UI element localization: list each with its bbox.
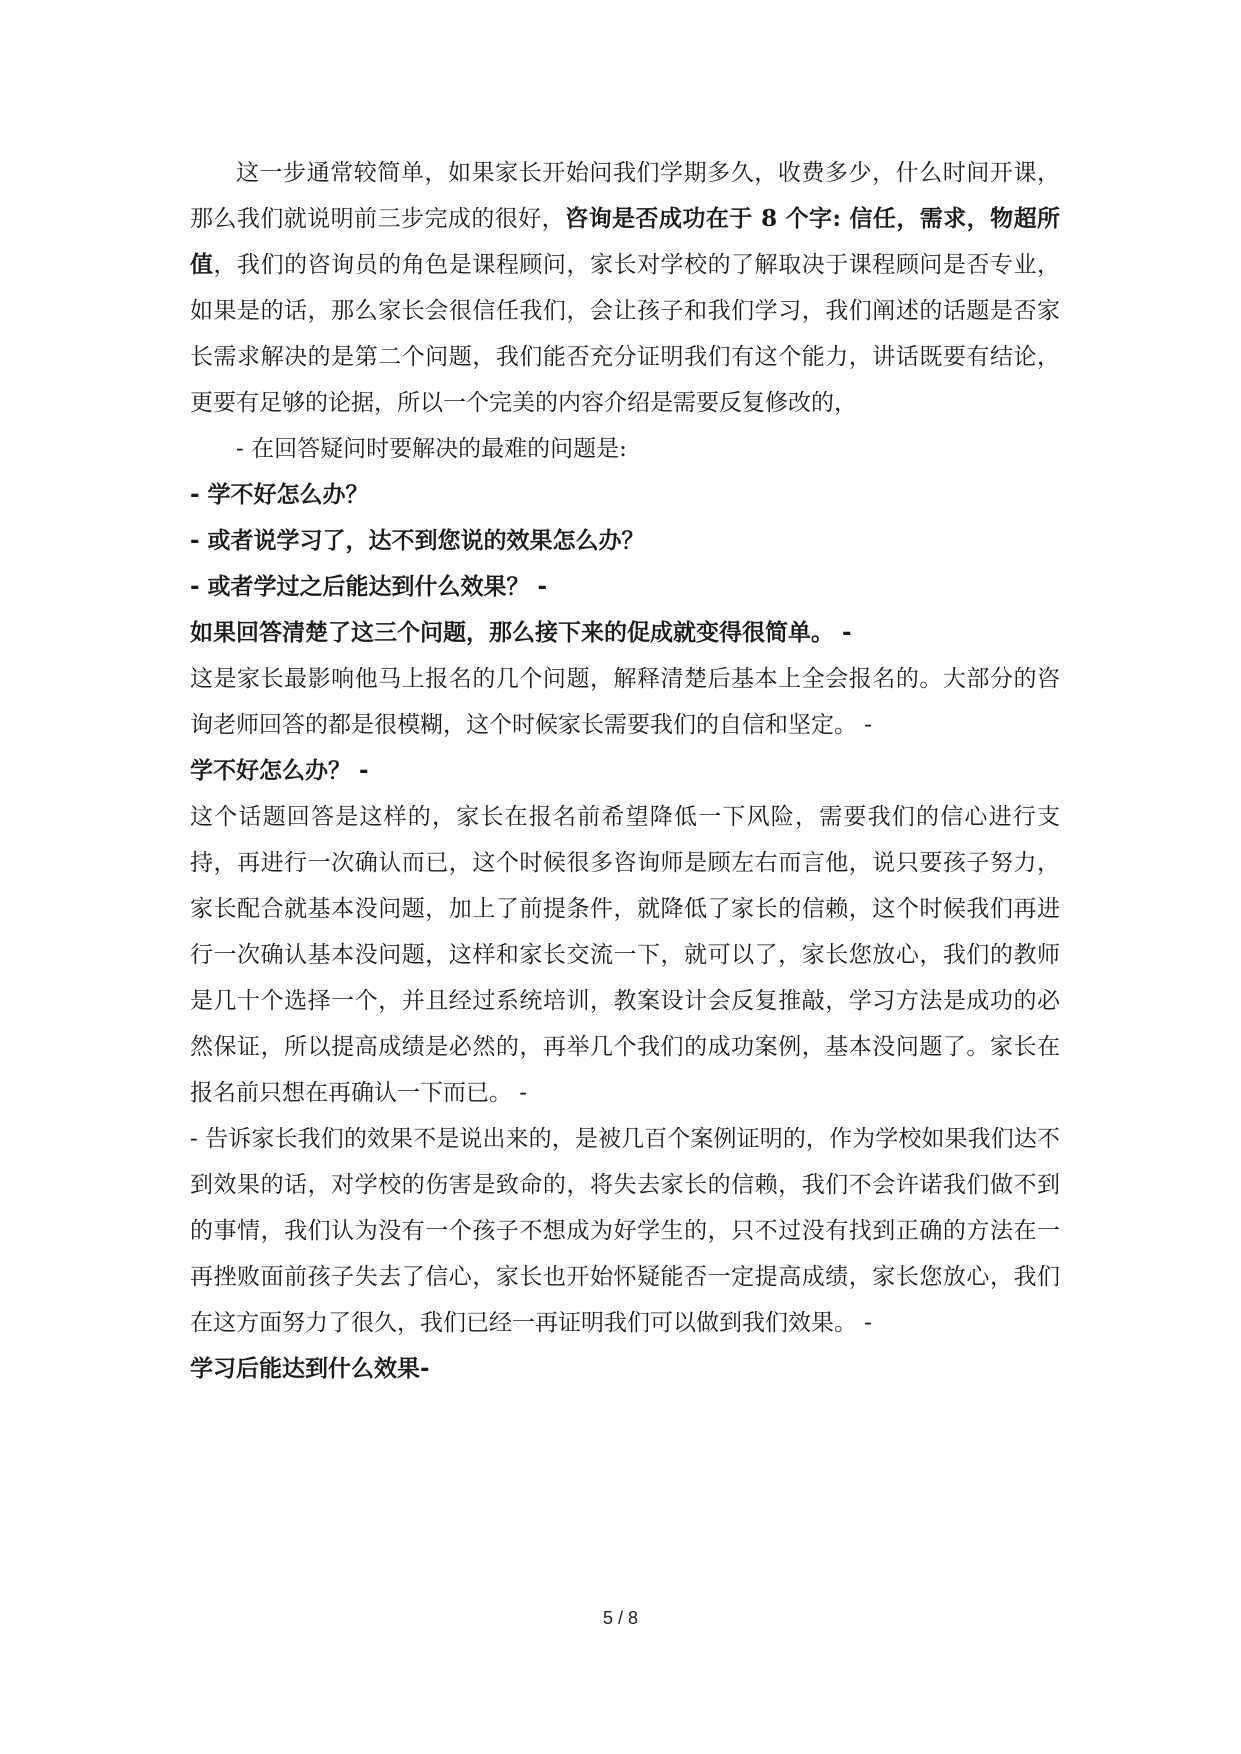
- paragraph-text: 这一步通常较简单，如果家长开始问我们学期多久，收费多少，什么时间开课，那么我们就说明前三步完成的很好，: [190, 160, 1060, 232]
- question-item-3: - 或者学过之后能达到什么效果？ -: [190, 574, 548, 600]
- question-intro: - 在回答疑问时要解决的最难的问题是:: [236, 436, 627, 462]
- question-item-2: - 或者说学习了，达不到您说的效果怎么办？: [190, 528, 645, 554]
- paragraph-intro: [190, 150, 1060, 426]
- paragraph-explanation: 这是家长最影响他马上报名的几个问题，解释清楚后基本上全会报名的。大部分的咨询老师回答的都是很模糊，这个时候家长需要我们的自信和坚定。 -: [190, 666, 1060, 738]
- bold-emphasis: 咨询是否成功在于 8 个字: 信任，需求，物超所值: [190, 205, 1061, 278]
- paragraph-answer-2: - 告诉家长我们的效果不是说出来的，是被几百个案例证明的，作为学校如果我们达不到效果的话，对学校的伤害是致命的，将失去家长的信赖，我们不会许诺我们做不到的事情，我们认为没有一个孩子不想成为好学生的，只不过没有找到正确的方法在一再挫败面前孩子失去了信心，家长也开始怀疑能否一定提高成绩，家长您放心，我们在这方面努力了很久，我们已经一再证明我们可以做到我们效果。 -: [190, 1126, 1060, 1336]
- section-heading-2: 学习后能达到什么效果-: [190, 1356, 430, 1382]
- page-number: 5 / 8: [602, 1608, 639, 1628]
- paragraph-text: ，我们的咨询员的角色是课程顾问，家长对学校的了解取决于课程顾问是否专业，如果是的话，那么家长会很信任我们，会让孩子和我们学习，我们阐述的话题是否家长需求解决的是第二个问题，我们能否充分证明我们有这个能力，讲话既要有结论，更要有足够的论据，所以一个完美的内容介绍是需要反复修改的，: [190, 252, 1061, 416]
- section-heading-1: 学不好怎么办？ -: [190, 758, 369, 784]
- summary-line: 如果回答清楚了这三个问题，那么接下来的促成就变得很简单。 -: [190, 620, 852, 646]
- document-body: [190, 150, 1060, 1392]
- paragraph-answer-1: 这个话题回答是这样的，家长在报名前希望降低一下风险，需要我们的信心进行支持，再进行一次确认而已，这个时候很多咨询师是顾左右而言他，说只要孩子努力，家长配合就基本没问题，加上了前提条件，就降低了家长的信赖，这个时候我们再进行一次确认基本没问题，这样和家长交流一下，就可以了，家长您放心，我们的教师是几十个选择一个，并且经过系统培训，教案设计会反复推敲，学习方法是成功的必然保证，所以提高成绩是必然的，再举几个我们的成功案例，基本没问题了。家长在报名前只想在再确认一下而已。 -: [190, 804, 1060, 1106]
- question-item-1: - 学不好怎么办？: [190, 482, 369, 508]
